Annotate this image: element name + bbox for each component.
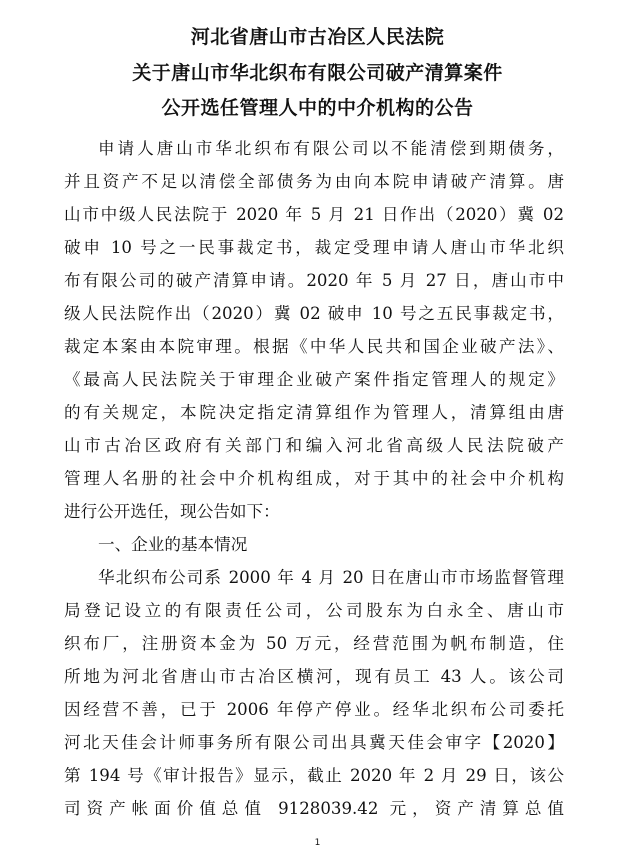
section-heading: 一、企业的基本情况 [98,535,248,554]
paragraph-line: 管理人名册的社会中介机构组成，对于其中的社会中介机构 [64,469,564,488]
paragraph-line: 华北织布公司系 2000 年 4 月 20 日在唐山市市场监督管理 [98,568,564,587]
paragraph-line: 级人民法院作出（2020）冀 02 破申 10 号之五民事裁定书， [64,304,564,323]
paragraph-line: 的有关规定，本院决定指定清算组作为管理人，清算组由唐 [64,403,564,422]
paragraph-line: 《最高人民法院关于审理企业破产案件指定管理人的规定》 [64,370,564,389]
paragraph-line: 山市古冶区政府有关部门和编入河北省高级人民法院破产 [64,436,564,455]
paragraph-line: 司资产帐面价值总值 9128039.42 元，资产清算总值 [64,799,564,818]
paragraph-line: 所地为河北省唐山市古冶区横河，现有员工 43 人。该公司 [64,667,564,686]
paragraph-line: 第 194 号《审计报告》显示，截止 2020 年 2 月 29 日，该公 [64,766,564,785]
document-title-line-3: 公开选任管理人中的中介机构的公告 [161,97,474,119]
paragraph-line: 河北天佳会计师事务所有限公司出具冀天佳会审字【2020】 [64,733,564,752]
paragraph-line: 裁定本案由本院审理。根据《中华人民共和国企业破产法》、 [64,337,564,356]
document-title-line-2: 关于唐山市华北织布有限公司破产清算案件 [132,62,503,84]
paragraph-line: 布有限公司的破产清算申请。2020 年 5 月 27 日，唐山市中 [64,271,564,290]
paragraph-line: 织布厂，注册资本金为 50 万元，经营范围为帆布制造，住 [64,634,564,653]
paragraph-line: 并且资产不足以清偿全部债务为由向本院申请破产清算。唐 [64,172,564,191]
document-title-line-1: 河北省唐山市古冶区人民法院 [190,26,445,48]
paragraph-line: 破申 10 号之一民事裁定书，裁定受理申请人唐山市华北织 [64,238,564,257]
paragraph-line: 进行公开选任，现公告如下： [64,502,280,521]
paragraph-line: 局登记设立的有限责任公司，公司股东为白永全、唐山市 [64,601,564,620]
paragraph-line: 山市中级人民法院于 2020 年 5 月 21 日作出（2020）冀 02 [64,205,564,224]
paragraph-line: 申请人唐山市华北织布有限公司以不能清偿到期债务， [98,139,564,158]
page-number: 1 [314,838,321,848]
paragraph-line: 因经营不善，已于 2006 年停产停业。经华北织布公司委托 [64,700,564,719]
